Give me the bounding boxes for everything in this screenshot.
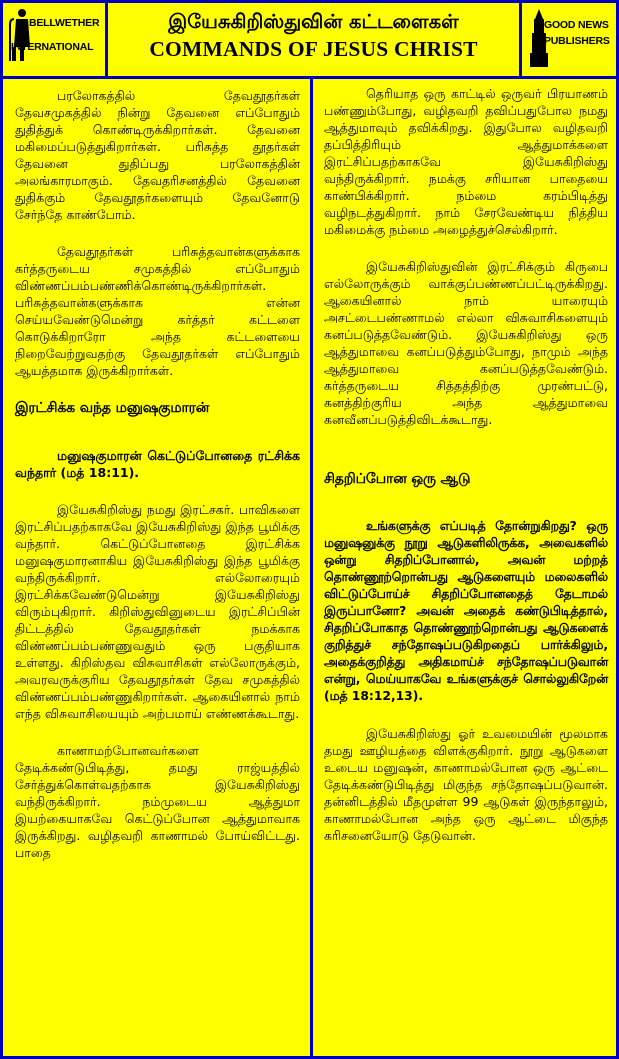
- title-block: [111, 3, 516, 76]
- header: [0, 0, 619, 79]
- shepherd-icon: [8, 7, 34, 63]
- logo-left-line2: INTERNATIONAL: [11, 41, 94, 53]
- paragraph: இயேசுகிறிஸ்துவின் இரட்சிக்கும் கிருபை எல்லோருக்கும் வாக்குப்பண்ணப்பட்டிருக்கிறது. ஆகையினால் நாம் யாரையும் அசட்டைபண்ணாமல் எல்லா விசுவாசிகளையும் கனப்படுத்தவேண்டும். இயேசுகிறிஸ்து ஒரு ஆத்துமாவை கனப்படுத்தும்போது, நாமும் அந்த ஆத்துமாவை கனப்படுத்தவேண்டும். கர்த்தருடைய சித்தத்திற்கு முரண்பட்டு, கனத்திற்குரிய அந்த ஆத்துமாவை கனவீனப்படுத்திவிடக்கூடாது.: [324, 259, 608, 427]
- paragraph: தேவதூதர்கள் பரிசுத்தவான்களுக்காக கர்த்தருடைய சமுகத்தில் எப்போதும் விண்ணப்பம்பண்ணிக்கொண்டிருக்கிறார்கள். பரிசுத்தவான்களுக்காக என்ன செய்யவேண்டுமென்று கர்த்தர் கட்டளை கொடுக்கிறாரோ அந்த கட்டளையை நிறைவேற்றுவதற்கு தேவதூதர்கள் எப்போதும் ஆயத்தமாக இருக்கிறார்கள்.: [15, 244, 300, 378]
- bellwether-logo: [3, 3, 108, 76]
- paragraph: பரலோகத்தில் தேவதூதர்கள் தேவசமுகத்தில் நின்று தேவனை எப்போதும் துதித்துக் கொண்டிருக்கிறார்கள். தேவனை மகிமைப்படுத்துகிறார்கள். பரிசுத்த தூதர்கள் தேவனை துதிப்பது பரலோகத்தின் அலங்காரமாகும். தேவதரிசனத்தில் தேவனை துதிக்கும் தேவதூதர்களையும் தேவனோடு சேர்ந்தே காண்போம்.: [15, 88, 300, 222]
- good-news-logo: [519, 3, 616, 76]
- page-title-tamil: இயேசுகிறிஸ்துவின் கட்டளைகள்: [168, 10, 459, 33]
- section-heading: இரட்சிக்க வந்த மனுஷகுமாரன்: [15, 400, 210, 416]
- paragraph: தெரியாத ஒரு காட்டில் ஒருவர் பிரயாணம் பண்ணும்போது, வழிதவறி தவிப்பதுபோல நமது ஆத்துமாவும் தவிக்கிறது. இதுபோல வழிதவறி தப்பித்திரியும் ஆத்துமாக்களை இரட்சிப்பதற்காகவே இயேசுகிறிஸ்து வந்திருக்கிறார். நமக்கு சரியான பாதையை காண்பிக்கிறார். நம்மை கரம்பிடித்து வழிநடத்துகிறார். நாம் சேரவேண்டிய நித்திய மகிமைக்கு நம்மை அழைத்துச்செல்கிறார்.: [324, 86, 608, 237]
- left-column: [3, 79, 310, 1056]
- page-title-english: COMMANDS OF JESUS CHRIST: [149, 37, 478, 61]
- verse-quote: உங்களுக்கு எப்படித் தோன்றுகிறது? ஒரு மனுஷனுக்கு நூறு ஆடுகளிலிருக்க, அவைகளில் ஒன்று சிதறிப்போனால், அவன் மற்றத் தொண்ணூற்றொன்பது ஆடுகளையும் மலைகளில் விட்டுப்போய்ச் சிதறிப்போனதைத் தேடாமல் இருப்பானோ? அவன் அதைக் கண்டுபிடித்தால், சிதறிப்போகாத தொண்ணூற்றொன்பது ஆடுகளைக் குறித்துச் சந்தோஷப்படுகிறதைப் பார்க்கிலும், அதைக்குறித்து அதிகமாய்ச் சந்தோஷப்படுவான் என்று, மெய்யாகவே உங்களுக்குச் சொல்லுகிறேன் (மத் 18:12,13).: [324, 519, 608, 703]
- paragraph: இயேசுகிறிஸ்து ஓர் உவமையின் மூலமாக தமது ஊழியத்தை விளக்குகிறார். நூறு ஆடுகளை உடைய மனுஷன், காணாமல்போன ஒரு ஆட்டை தேடிக்கண்டுபிடித்து மிகுந்த சந்தோஷப்படுவான். தன்னிடத்தில் மீதமுள்ள 99 ஆடுகள் இருந்தாலும், காணாமல்போன அந்த ஒரு ஆட்டை மிகுந்த கரிசனையோடு தேடுவான்.: [324, 726, 608, 843]
- right-column: [310, 79, 616, 1056]
- logo-right-line1: GOOD NEWS: [544, 19, 609, 31]
- verse-quote: மனுஷகுமாரன் கெட்டுப்போனதை ரட்சிக்க வந்தார் (மத் 18:11).: [15, 448, 300, 480]
- paragraph: இயேசுகிறிஸ்து நமது இரட்சகர். பாவிகளை இரட்சிப்பதற்காகவே இயேசுகிறிஸ்து இந்த பூமிக்கு வந்தார். கெட்டுப்போனதை இரட்சிக்க மனுஷகுமாரனாகிய இயேசுகிறிஸ்து இந்த பூமிக்கு வந்திருக்கிறார். எல்லோரையும் இரட்சிக்கவேண்டுமென்று இயேசுகிறிஸ்து விரும்புகிறார். கிறிஸ்துவினுடைய இரட்சிப்பின் திட்டத்தில் தேவதூதர்கள் நமக்காக விண்ணப்பம்பண்ணுவதும் ஒரு பகுதியாக உள்ளது. கிறிஸ்தவ விசுவாசிகள் எல்லோருக்கும், அவரவருக்குரிய தேவதூதர்கள் தேவ சமுகத்தில் விண்ணப்பம்பண்ணுகிறார்கள். ஆகையினால் நாம் எந்த விசுவாசியையும் அற்பமாய் எண்ணக்கூடாது.: [15, 502, 300, 721]
- logo-left-line1: BELLWETHER: [29, 17, 100, 29]
- section-heading: சிதறிப்போன ஒரு ஆடு: [324, 471, 471, 487]
- logo-right-line2: PUBLISHERS: [544, 35, 610, 47]
- paragraph: காணாமற்போனவர்களை தேடிக்கண்டுபிடித்து, தமது ராஜ்யத்தில் சேர்த்துக்கொள்வதற்காக இயேசுகிறிஸ்து வந்திருக்கிறார். நம்முடைய ஆத்துமா இயற்கையாகவே கெட்டுப்போன ஆத்துமாவாக இருக்கிறது. வழிதவறி காணாமல் போய்விட்டது. பாதை: [15, 743, 300, 860]
